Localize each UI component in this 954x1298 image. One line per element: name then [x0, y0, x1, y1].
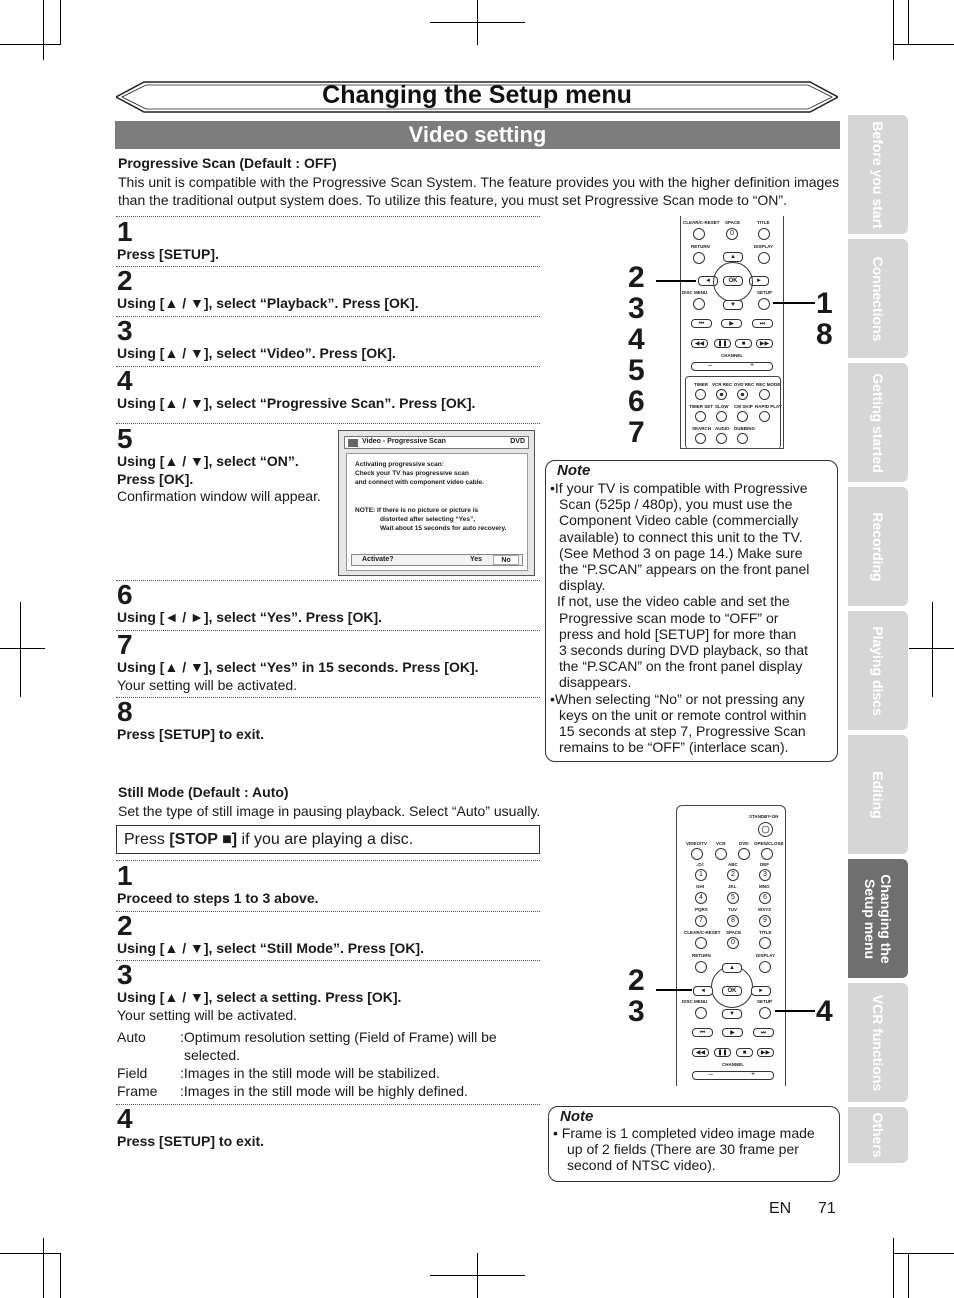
remote-label: DISPLAY — [754, 244, 774, 249]
dialog-note: distorted after selecting “Yes”, — [380, 516, 476, 523]
tab-label: Getting started — [870, 372, 886, 473]
remote-label: STANDBY-ON — [749, 814, 779, 819]
play-button[interactable]: ▶ — [722, 1028, 743, 1037]
divider — [116, 423, 540, 424]
remote-label: SETUP — [757, 290, 773, 295]
tab-label — [862, 874, 894, 963]
pause-button[interactable]: ❚❚ — [714, 339, 731, 348]
crop-mark — [908, 1253, 909, 1298]
step-number: 4 — [117, 365, 133, 396]
digit-button[interactable]: 5 — [727, 892, 739, 904]
step-text: Using [◄ / ►], select “Yes”. Press [OK]. — [117, 609, 383, 625]
remote-label: TITLE — [757, 220, 770, 225]
display-button[interactable] — [758, 252, 770, 264]
tab-getting-started[interactable] — [848, 363, 908, 482]
callout-number: 5 — [628, 354, 645, 387]
rewind-button[interactable]: ◀◀ — [691, 339, 708, 348]
return-button[interactable] — [695, 961, 707, 973]
remote-label: ABC — [728, 862, 738, 867]
right-arrow-button[interactable]: ► — [751, 986, 771, 996]
note-line: the “P.SCAN” appears on the front panel — [559, 561, 810, 578]
option-term: Frame — [117, 1083, 158, 1099]
progressive-heading: Progressive Scan (Default : OFF) — [118, 155, 337, 171]
screen-title: Video - Progressive Scan — [362, 438, 446, 445]
dialog-text: Activating progressive scan: — [355, 461, 444, 468]
option-term: Field — [117, 1065, 148, 1081]
digit-button[interactable]: 4 — [695, 892, 707, 904]
pause-button[interactable]: ❚❚ — [714, 1048, 731, 1057]
stop-key-label: [STOP ■] — [169, 831, 238, 848]
remote-label: SLOW — [715, 404, 729, 409]
divider — [116, 630, 540, 631]
remote-label: TIMER SET — [689, 404, 714, 409]
channel-up[interactable]: + — [751, 1071, 756, 1078]
up-arrow-button[interactable]: ▲ — [723, 252, 743, 262]
step-number: 7 — [117, 629, 133, 660]
step-text: Using [▲ / ▼], select “Playback”. Press [OK]. — [117, 295, 419, 311]
crop-mark — [909, 648, 954, 649]
press-prefix: Press — [124, 831, 170, 848]
remote-control-bottom — [676, 805, 786, 1086]
step-text: Using [▲ / ▼], select “ON”. — [117, 453, 299, 469]
dubbing-button[interactable] — [737, 433, 748, 444]
skip-forward-button[interactable]: ⏭ — [753, 1028, 774, 1037]
remote-label: JKL — [728, 884, 737, 889]
video-tv-button[interactable] — [691, 848, 703, 860]
step-number: 6 — [117, 579, 133, 610]
remote-label: SETUP — [757, 999, 773, 1004]
screen-badge: DVD — [510, 438, 525, 445]
section-title: Video setting — [115, 121, 840, 149]
crop-mark — [932, 602, 933, 697]
crop-mark — [43, 1238, 44, 1298]
step-number: 1 — [117, 860, 133, 891]
option-desc: :Optimum resolution setting (Field of Frame) will be — [180, 1029, 497, 1045]
divider — [116, 911, 540, 912]
digit-button[interactable]: 6 — [759, 892, 771, 904]
note-box — [548, 1106, 840, 1182]
crop-mark — [908, 0, 909, 45]
remote-label: DVD — [739, 841, 749, 846]
power-button[interactable] — [758, 822, 773, 837]
audio-button[interactable] — [716, 433, 727, 444]
divider — [116, 216, 540, 217]
crop-mark — [893, 0, 894, 60]
fast-forward-button[interactable]: ▶▶ — [756, 339, 773, 348]
callout-number: 6 — [628, 385, 645, 418]
step-text: Using [▲ / ▼], select a setting. Press [OK]. — [117, 989, 402, 1005]
zero-button[interactable]: 0 — [726, 228, 738, 240]
digit-button[interactable]: 7 — [695, 915, 707, 927]
remote-label: OPEN/CLOSE — [754, 841, 784, 846]
divider — [116, 316, 540, 317]
step-text: Press [SETUP]. — [117, 246, 219, 262]
channel-rocker[interactable] — [691, 362, 773, 371]
stop-button[interactable]: ■ — [736, 1048, 753, 1057]
instruction-box — [116, 825, 540, 854]
note-line: up of 2 fields (There are 30 frame per — [567, 1141, 799, 1158]
disc-icon — [348, 439, 358, 447]
display-button[interactable] — [759, 961, 771, 973]
note-line: 3 seconds during DVD playback, so that — [559, 642, 809, 659]
remote-label: CM SKIP — [734, 404, 753, 409]
title-button[interactable] — [759, 937, 771, 949]
page-number: 71 — [818, 1200, 836, 1217]
tab-connections[interactable] — [848, 239, 908, 358]
no-option[interactable]: No — [493, 555, 519, 565]
note-line: disappears. — [559, 674, 632, 691]
tab-label: Editing — [870, 770, 886, 819]
tab-label: Connections — [870, 256, 886, 341]
step-number: 1 — [117, 216, 133, 247]
step-text: Press [SETUP] to exit. — [117, 726, 265, 742]
callout-number: 3 — [628, 995, 645, 1028]
remote-label: CHANNEL — [722, 1062, 744, 1067]
rewind-button[interactable]: ◀◀ — [692, 1048, 709, 1057]
return-button[interactable] — [693, 252, 705, 264]
callout-number: 8 — [816, 318, 833, 351]
step-text: Press [OK]. — [117, 471, 194, 487]
step-number: 3 — [117, 315, 133, 346]
play-button[interactable]: ▶ — [721, 319, 742, 328]
step-number: 5 — [117, 423, 133, 454]
step-subtext: Confirmation window will appear. — [117, 488, 321, 504]
tab-label: Recording — [870, 511, 886, 582]
left-arrow-button[interactable]: ◄ — [698, 276, 718, 286]
remote-label: RETURN — [692, 953, 711, 958]
step-number: 3 — [117, 959, 133, 990]
remote-label: DISC MENU — [682, 999, 708, 1004]
remote-label: DVD REC — [734, 382, 755, 387]
dialog-note: Wait about 15 seconds for auto recovery. — [380, 525, 507, 532]
remote-label: RETURN — [691, 244, 710, 249]
note-line: available) to connect this unit to the TV. — [559, 528, 803, 545]
callout-number: 7 — [628, 416, 645, 449]
crop-mark — [0, 1253, 60, 1254]
remote-label: RAPID PLAY — [755, 404, 782, 409]
note-line: display. — [559, 577, 606, 594]
channel-down[interactable]: – — [708, 362, 712, 369]
channel-rocker[interactable] — [692, 1071, 774, 1080]
note-title: Note — [557, 462, 591, 479]
slow-button[interactable] — [716, 411, 727, 422]
step-number: 4 — [117, 1103, 133, 1134]
crop-mark — [430, 22, 525, 23]
left-arrow-button[interactable]: ◄ — [693, 986, 713, 996]
title-button[interactable] — [758, 228, 770, 240]
dvd-button[interactable] — [738, 848, 750, 860]
note-line: •If your TV is compatible with Progressive — [550, 480, 808, 496]
tab-label-line: Setup menu — [862, 878, 878, 959]
option-term: Auto — [117, 1029, 146, 1045]
note-line: remains to be “OFF” (interlace scan). — [559, 739, 789, 756]
option-desc: :Images in the still mode will be highly defined. — [180, 1083, 468, 1099]
dialog-text: Check your TV has progressive scan — [355, 470, 469, 477]
clear-button[interactable] — [695, 937, 707, 949]
page-title: Changing the Setup menu — [322, 81, 632, 109]
still-intro: Set the type of still image in pausing playback. Select “Auto” usually. — [118, 803, 541, 819]
tab-others[interactable] — [848, 1107, 908, 1163]
remote-label: .@/: — [696, 862, 705, 867]
callout-lines — [640, 978, 815, 1018]
callout-number: 1 — [816, 287, 833, 320]
remote-label: CLEAR/C-RESET — [684, 930, 721, 935]
callout-number: 4 — [628, 323, 645, 356]
note-line: 15 seconds at step 7, Progressive Scan — [559, 723, 806, 740]
dialog-text: and connect with component video cable. — [355, 479, 484, 486]
tab-playing-discs[interactable] — [848, 611, 908, 730]
fast-forward-button[interactable]: ▶▶ — [757, 1048, 774, 1057]
digit-button[interactable]: 9 — [759, 915, 771, 927]
remote-label: MNO — [759, 884, 770, 889]
remote-label: WXYZ — [758, 907, 771, 912]
note-line: the “P.SCAN” on the front panel display — [559, 658, 803, 675]
remote-label: TIMER — [694, 382, 708, 387]
note-line: If not, use the video cable and set the — [557, 593, 790, 610]
tab-label: Others — [870, 1112, 886, 1158]
step-text: Using [▲ / ▼], select “Progressive Scan”. Press [OK]. — [117, 395, 476, 411]
still-heading: Still Mode (Default : Auto) — [118, 784, 289, 800]
note-line: press and hold [SETUP] for more than — [559, 625, 797, 642]
stop-button[interactable]: ■ — [735, 339, 752, 348]
note-line: •When selecting “No” or not pressing any — [550, 690, 805, 707]
activate-prompt: Activate? — [362, 556, 394, 563]
remote-label: AUDIO — [715, 426, 730, 431]
divider — [116, 1104, 540, 1105]
tab-label: VCR functions — [870, 994, 886, 1091]
crop-mark — [0, 648, 45, 649]
note-line: (See Method 3 on page 14.) Make sure — [559, 544, 803, 561]
digit-button[interactable]: 0 — [727, 937, 739, 949]
channel-up[interactable]: + — [750, 362, 755, 369]
rec-mode-button[interactable] — [759, 389, 770, 400]
divider — [116, 266, 540, 267]
step-number: 2 — [117, 910, 133, 941]
vcr-rec-button[interactable] — [716, 389, 727, 400]
note-line: second of NTSC video). — [567, 1157, 716, 1174]
callout-lines — [640, 270, 815, 310]
divider — [116, 580, 540, 581]
note-box — [545, 460, 838, 762]
language-label: EN — [769, 1200, 792, 1217]
divider — [116, 860, 540, 861]
tab-label: Before you start — [870, 120, 886, 229]
remote-label: SPACE — [725, 220, 741, 225]
remote-label: TUV — [728, 907, 737, 912]
note-title: Note — [560, 1108, 594, 1125]
dvd-rec-button[interactable] — [737, 389, 748, 400]
cm-skip-button[interactable] — [737, 411, 748, 422]
callout-number: 2 — [628, 261, 645, 294]
remote-label: DEF — [760, 862, 769, 867]
tab-label: Playing discs — [870, 625, 886, 716]
note-line: Progressive scan mode to “OFF” or — [559, 609, 779, 626]
step-number: 8 — [117, 696, 133, 727]
option-desc: selected. — [184, 1047, 241, 1063]
dialog-note: NOTE: If there is no picture or picture is — [355, 507, 479, 514]
tab-changing-setup-menu[interactable] — [848, 859, 908, 978]
step-subtext: Your setting will be activated. — [117, 1007, 298, 1023]
press-suffix: if you are playing a disc. — [237, 831, 414, 848]
skip-back-button[interactable]: ⏮ — [692, 1028, 713, 1037]
option-desc: :Images in the still mode will be stabilized. — [180, 1065, 440, 1081]
tab-before-you-start[interactable] — [848, 115, 908, 234]
step-text: Using [▲ / ▼], select “Still Mode”. Press [OK]. — [117, 940, 424, 956]
note-line: Scan (525p / 480p), you must use the — [559, 496, 793, 513]
crop-mark — [893, 44, 954, 45]
clear-button[interactable] — [693, 228, 705, 240]
progressive-intro-line-1: This unit is compatible with the Progressive Scan System. The feature provides you with the higher definition images — [118, 174, 840, 190]
divider — [116, 960, 540, 961]
callout-number: 3 — [628, 292, 645, 325]
remote-label: CHANNEL — [721, 353, 743, 358]
step-text: Using [▲ / ▼], select “Yes” in 15 seconds. Press [OK]. — [117, 659, 479, 675]
crop-mark — [893, 1238, 894, 1298]
note-line: keys on the unit or remote control within — [559, 706, 807, 723]
crop-mark — [43, 0, 44, 60]
step-text: Using [▲ / ▼], select “Video”. Press [OK]. — [117, 345, 396, 361]
callout-number: 4 — [816, 995, 833, 1028]
step-text: Proceed to steps 1 to 3 above. — [117, 890, 319, 906]
open-close-button[interactable] — [761, 848, 773, 860]
timer-set-button[interactable] — [695, 411, 706, 422]
digit-button[interactable]: 2 — [727, 869, 739, 881]
down-arrow-button[interactable]: ▼ — [722, 1009, 742, 1019]
channel-down[interactable]: – — [709, 1071, 713, 1078]
crop-mark — [430, 1275, 525, 1276]
screen-title-bar — [344, 436, 529, 449]
remote-label: DISC MENU — [682, 290, 708, 295]
crop-mark — [20, 602, 21, 697]
crop-mark — [60, 0, 61, 45]
search-button[interactable] — [695, 433, 706, 444]
yes-option[interactable]: Yes — [470, 556, 483, 563]
ok-button[interactable]: OK — [722, 986, 742, 996]
vcr-button[interactable] — [715, 848, 727, 860]
remote-control-top — [680, 216, 784, 449]
digit-button[interactable]: 3 — [759, 869, 771, 881]
progressive-intro-line-2: than the traditional output system does. To utilize this feature, you must set Progressive Scan mode to “ON”. — [118, 192, 787, 208]
remote-label: VCR — [716, 841, 726, 846]
timer-button[interactable] — [695, 389, 706, 400]
crop-mark — [893, 1253, 954, 1254]
skip-forward-button[interactable]: ⏭ — [752, 319, 773, 328]
tab-label-line: Changing the — [878, 873, 894, 964]
tab-vcr-functions[interactable] — [848, 983, 908, 1102]
remote-label: TITLE — [759, 930, 772, 935]
settings-screen — [338, 430, 535, 576]
crop-mark — [0, 44, 60, 45]
step-subtext: Your setting will be activated. — [117, 677, 298, 693]
down-arrow-button[interactable]: ▼ — [723, 300, 743, 310]
note-line: • Frame is 1 completed video image made — [553, 1125, 815, 1141]
divider — [116, 697, 540, 698]
remote-label: GHI — [696, 884, 705, 889]
remote-label: PQRS — [695, 907, 708, 912]
step-text: Press [SETUP] to exit. — [117, 1133, 265, 1149]
rapid-play-button[interactable] — [759, 411, 770, 422]
digit-button[interactable]: 1 — [695, 869, 707, 881]
remote-label: VIDEO/TV — [686, 841, 708, 846]
up-arrow-button[interactable]: ▲ — [722, 963, 742, 973]
remote-label: REC MODE — [756, 382, 781, 387]
tab-editing[interactable] — [848, 735, 908, 854]
dialog — [346, 453, 528, 571]
skip-back-button[interactable]: ⏮ — [691, 319, 712, 328]
remote-label: SEARCH — [692, 426, 712, 431]
callout-number: 2 — [628, 964, 645, 997]
remote-label: DUBBING — [734, 426, 755, 431]
ok-button[interactable]: OK — [723, 276, 743, 286]
crop-mark — [60, 1253, 61, 1298]
right-arrow-button[interactable]: ► — [749, 276, 769, 286]
remote-label: VCR REC — [712, 382, 733, 387]
remote-label: DISPLAY — [756, 953, 776, 958]
note-line: Component Video cable (commercially — [559, 512, 799, 529]
step-number: 2 — [117, 265, 133, 296]
divider — [116, 366, 540, 367]
tab-recording[interactable] — [848, 487, 908, 606]
remote-label: CLEAR/C-RESET — [683, 220, 720, 225]
digit-button[interactable]: 8 — [727, 915, 739, 927]
remote-label: SPACE — [726, 930, 742, 935]
